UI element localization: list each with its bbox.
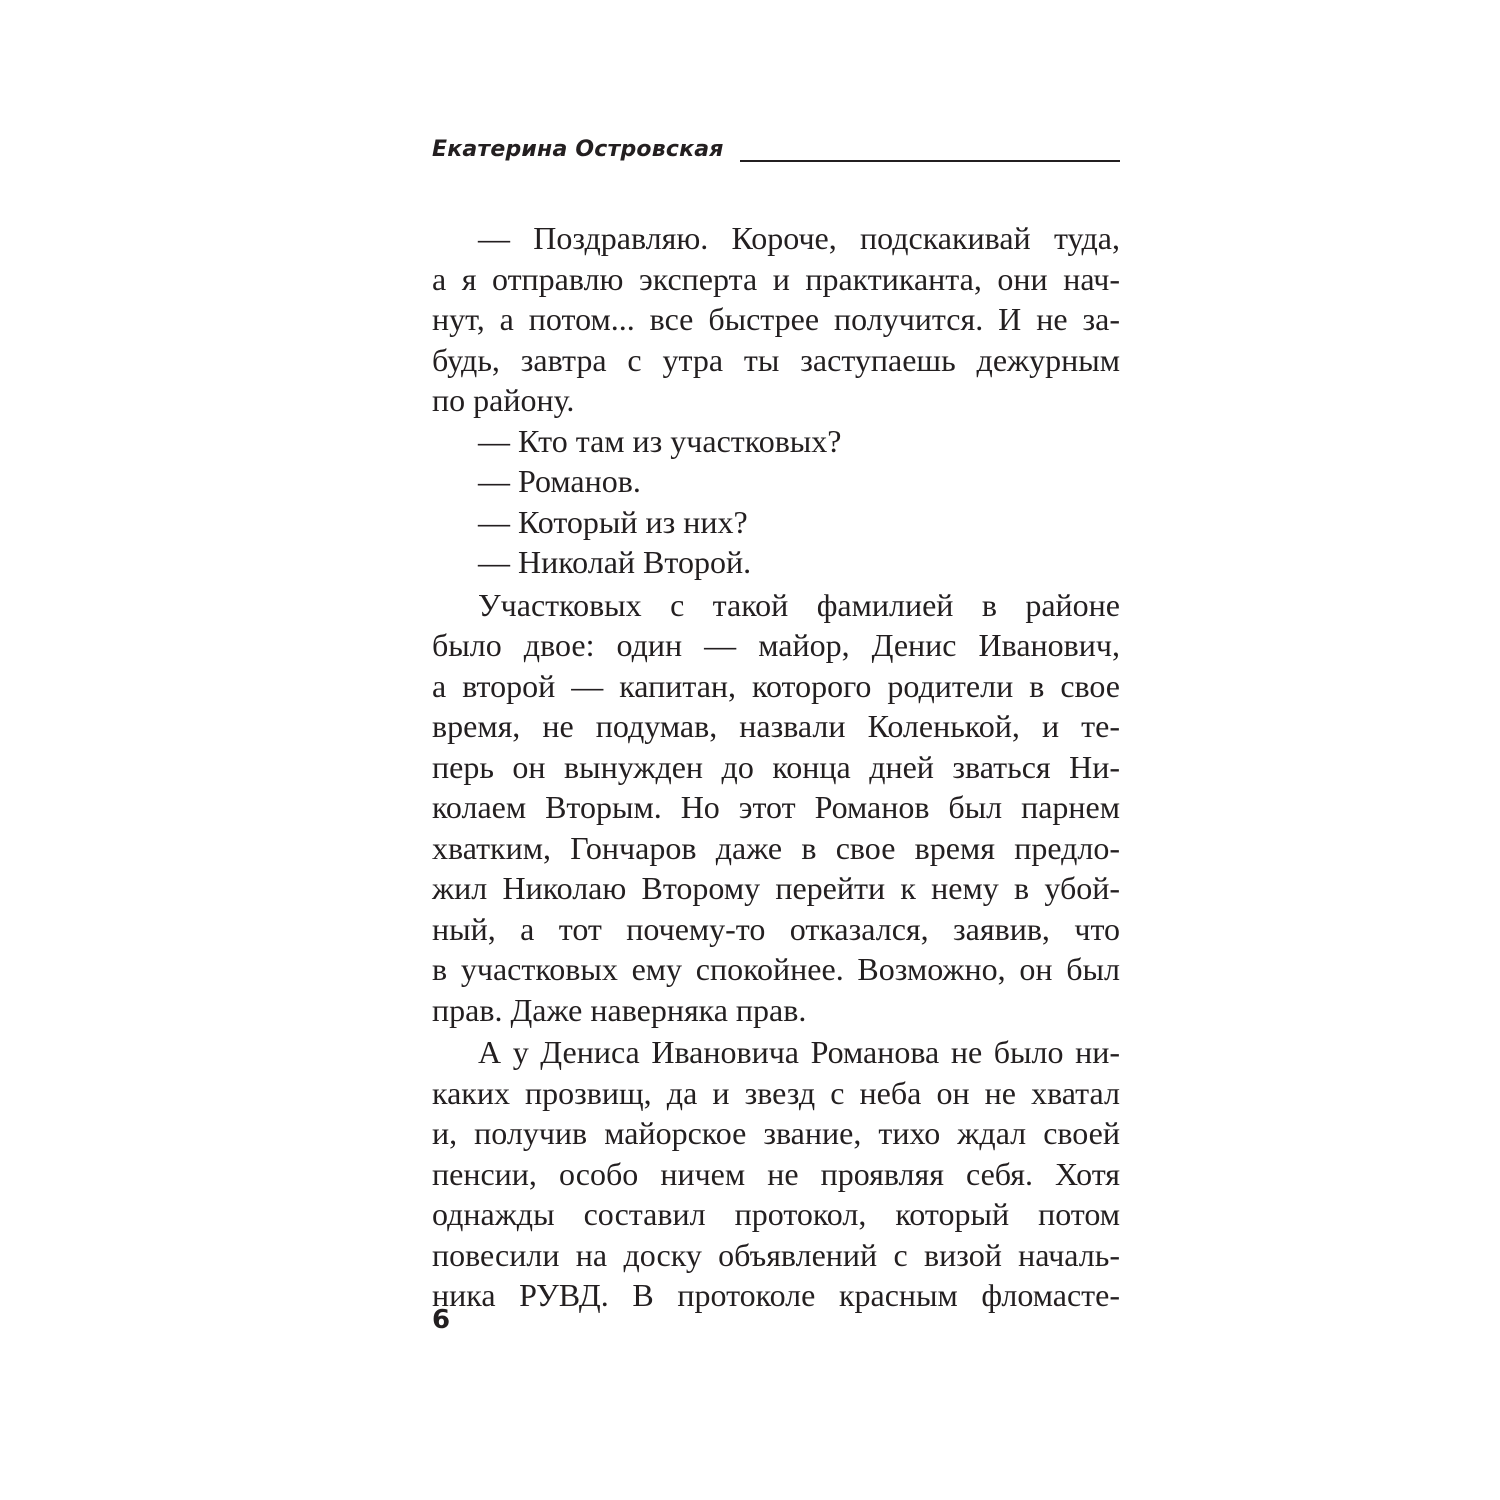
- text-line: А у Дениса Ивановича Романова не было ни-: [478, 1034, 1120, 1070]
- text-line: — Николай Второй.: [478, 544, 752, 580]
- running-head: [432, 136, 1120, 164]
- page-number: 6: [432, 1305, 451, 1335]
- text-line: нут, а потом... все быстрее получится. И не за-: [432, 301, 1120, 337]
- text-line: а второй — капитан, которого родители в свое: [432, 667, 1120, 704]
- text-line: пенсии, особо ничем не проявляя себя. Хотя: [432, 1155, 1120, 1192]
- text-line: ный, а тот почему-то отказался, заявив, что: [432, 910, 1120, 947]
- text-line: жил Николаю Второму перейти к нему в убой-: [432, 870, 1120, 906]
- text-line: ника РУВД. В протоколе красным фломасте-: [432, 1277, 1120, 1313]
- text-line: — Кто там из участковых?: [478, 422, 842, 459]
- text-line: Участковых с такой фамилией в районе: [478, 586, 1120, 623]
- body-text: [432, 218, 1120, 1316]
- text-line: будь, завтра с утра ты заступаешь дежурным: [432, 341, 1120, 378]
- text-line: по району.: [432, 382, 575, 418]
- text-line: — Который из них?: [478, 503, 748, 540]
- text-line: время, не подумав, назвали Коленькой, и те-: [432, 708, 1120, 744]
- running-head-rule: [740, 160, 1120, 162]
- text-line: — Поздравляю. Короче, подскакивай туда,: [478, 220, 1120, 256]
- text-line: однажды составил протокол, который потом: [432, 1196, 1120, 1232]
- text-line: повесили на доску объявлений с визой началь-: [432, 1236, 1120, 1273]
- text-line: было двое: один — майор, Денис Иванович,: [432, 627, 1120, 663]
- text-line: а я отправлю эксперта и практиканта, они нач-: [432, 260, 1120, 297]
- text-line: — Романов.: [478, 463, 641, 499]
- text-line: хватким, Гончаров даже в свое время предло-: [432, 829, 1120, 866]
- text-line: перь он вынужден до конца дней зваться Ни-: [432, 748, 1120, 785]
- text-line: и, получив майорское звание, тихо ждал своей: [432, 1115, 1120, 1151]
- text-line: в участковых ему спокойнее. Возможно, он был: [432, 951, 1120, 987]
- text-line: каких прозвищ, да и звезд с неба он не хватал: [432, 1074, 1120, 1111]
- text-line: прав. Даже наверняка прав.: [432, 991, 807, 1028]
- author-name: Екатерина Островская: [432, 137, 724, 162]
- text-line: колаем Вторым. Но этот Романов был парнем: [432, 789, 1120, 825]
